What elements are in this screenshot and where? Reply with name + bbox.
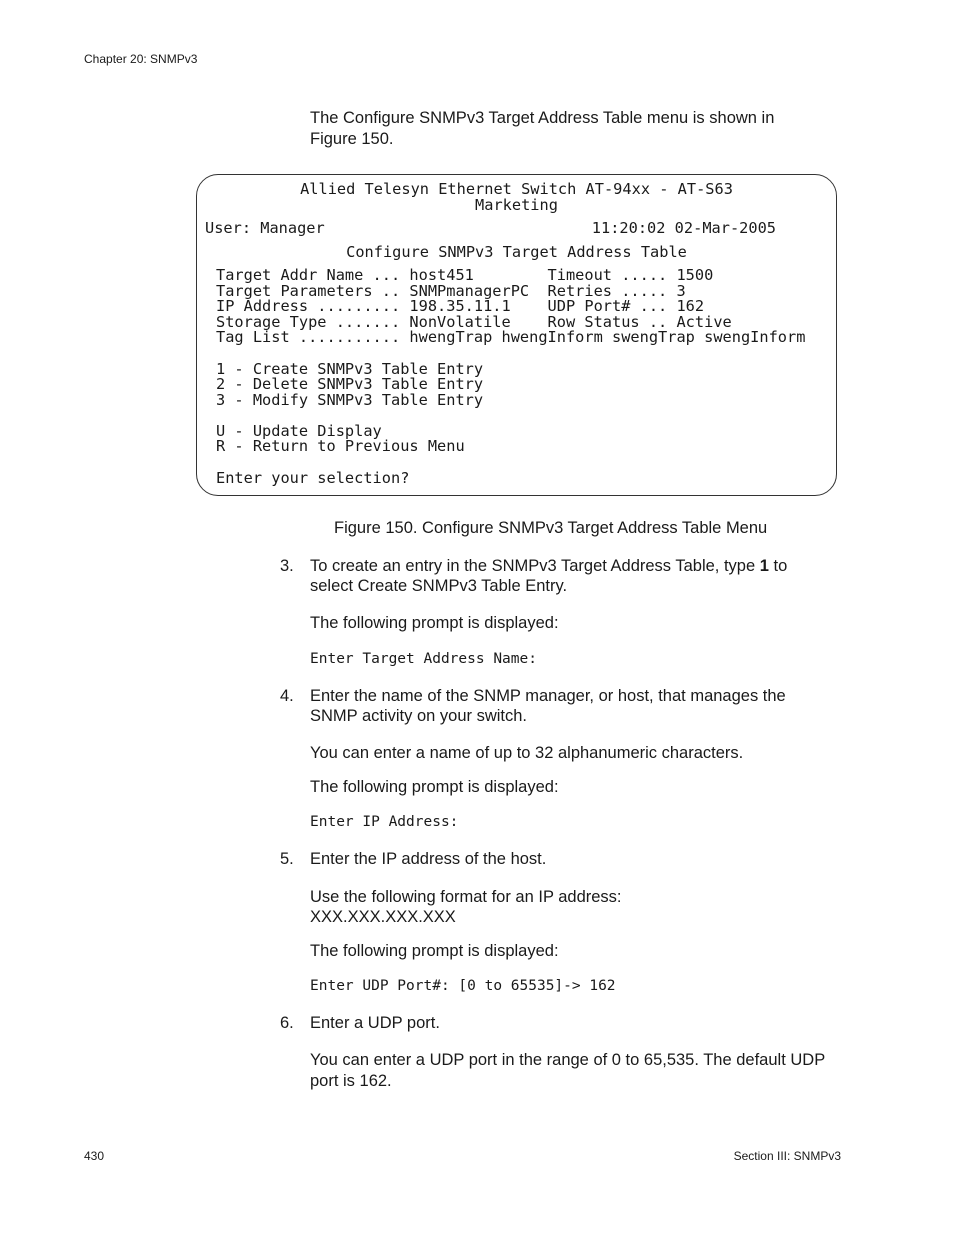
terminal-option-create: 1 - Create SNMPv3 Table Entry <box>216 360 484 378</box>
step-4-following: The following prompt is displayed: <box>310 778 559 796</box>
step-number: 4. <box>280 687 294 705</box>
terminal-title: Allied Telesyn Ethernet Switch AT-94xx - AT-S63 <box>300 180 733 198</box>
terminal-command-update: U - Update Display <box>216 422 382 440</box>
terminal-command-return: R - Return to Previous Menu <box>216 437 465 455</box>
step-number: 5. <box>280 850 294 868</box>
step-3-line-1: To create an entry in the SNMPv3 Target Address Table, type 1 to <box>310 557 788 575</box>
terminal-field-storage-type: Storage Type ....... NonVolatile Row Status .. Active <box>216 313 732 331</box>
step-5-format-line: Use the following format for an IP address: <box>310 888 622 906</box>
step-6-line-1: Enter a UDP port. <box>310 1014 440 1032</box>
terminal-user-line: User: Manager 11:20:02 02-Mar-2005 <box>205 219 776 237</box>
step-4-note: You can enter a name of up to 32 alphanumeric characters. <box>310 744 744 762</box>
intro-line-2: Figure 150. <box>310 130 394 148</box>
terminal-option-delete: 2 - Delete SNMPv3 Table Entry <box>216 375 484 393</box>
terminal-selection-prompt: Enter your selection? <box>216 469 410 487</box>
step-5-prompt: Enter UDP Port#: [0 to 65535]-> 162 <box>310 978 616 994</box>
terminal-subtitle: Marketing <box>475 196 558 214</box>
terminal-field-target-addr-name: Target Addr Name ... host451 Timeout ..... 1500 <box>216 266 714 284</box>
section-footer: Section III: SNMPv3 <box>733 1149 841 1163</box>
intro-line-1: The Configure SNMPv3 Target Address Table menu is shown in <box>310 109 775 127</box>
step-6-note-line-2: port is 162. <box>310 1072 392 1090</box>
step-number: 3. <box>280 557 294 575</box>
step-4-line-2: SNMP activity on your switch. <box>310 707 528 725</box>
terminal-menu-title: Configure SNMPv3 Target Address Table <box>346 243 687 261</box>
terminal-option-modify: 3 - Modify SNMPv3 Table Entry <box>216 391 484 409</box>
page-number: 430 <box>84 1149 105 1163</box>
step-3-following: The following prompt is displayed: <box>310 614 559 632</box>
terminal-field-ip-address: IP Address ......... 198.35.11.1 UDP Port# ... 162 <box>216 297 705 315</box>
step-number: 6. <box>280 1014 294 1032</box>
step-5-format-value: XXX.XXX.XXX.XXX <box>310 908 456 926</box>
step-4-prompt: Enter IP Address: <box>310 814 459 830</box>
step-5-line-1: Enter the IP address of the host. <box>310 850 547 868</box>
step-4-line-1: Enter the name of the SNMP manager, or host, that manages the <box>310 687 786 705</box>
terminal-field-tag-list: Tag List ........... hwengTrap hwengInform swengTrap swengInform <box>216 328 806 346</box>
figure-caption: Figure 150. Configure SNMPv3 Target Address Table Menu <box>334 519 768 537</box>
terminal-field-target-parameters: Target Parameters .. SNMPmanagerPC Retries ..... 3 <box>216 282 686 300</box>
step-3-line-2: select Create SNMPv3 Table Entry. <box>310 577 568 595</box>
step-3-prompt: Enter Target Address Name: <box>310 651 537 667</box>
chapter-header: Chapter 20: SNMPv3 <box>84 52 198 66</box>
step-5-following: The following prompt is displayed: <box>310 942 559 960</box>
step-6-note-line-1: You can enter a UDP port in the range of 0 to 65,535. The default UDP <box>310 1051 826 1069</box>
